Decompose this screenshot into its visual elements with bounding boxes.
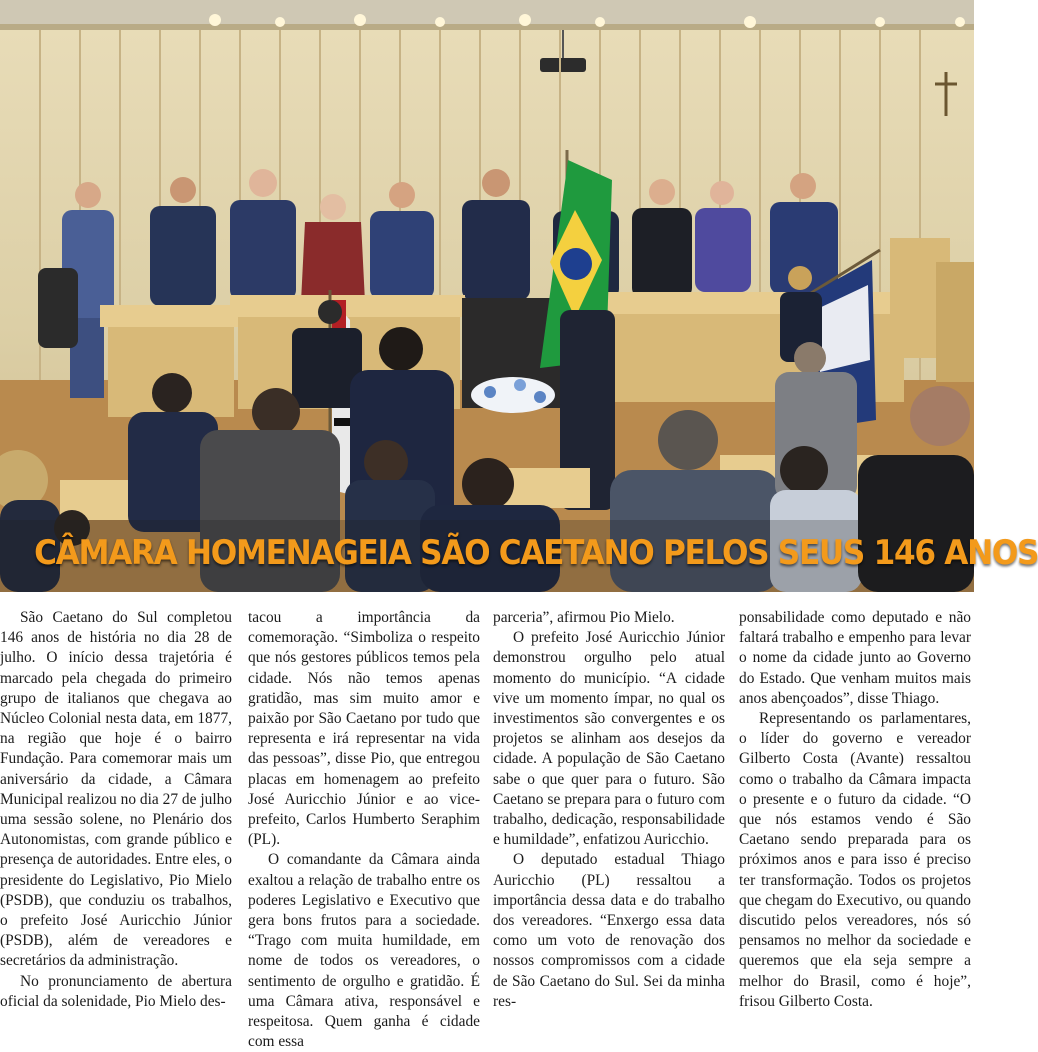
paragraph: O deputado estadual Thiago Auricchio (PL) ressaltou a importância dessa data e do trabalho dos vereadores. “Enxergo essa data como um voto de renovação dos nossos compromissos com a cidade de São Caetano do Sul. Sei da minha res- [493,851,725,1010]
article-column-1 [0,608,232,1012]
paragraph: tacou a importância da comemoração. “Simboliza o respeito que nós gestores públicos temos pela cidade. Nós não temos apenas gratidão, mas sim muito amor e paixão por São Caetano por tudo que representa e irá representar na vida das pessoas”, disse Pio, que entregou placas em homenagem ao prefeito José Auricchio Júnior e ao vice-prefeito, Carlos Humberto Seraphim (PL). [248,609,480,849]
headline: CÂMARA HOMENAGEIA SÃO CAETANO PELOS SEUS 146 ANOS [34,533,1038,572]
paragraph: ponsabilidade como deputado e não faltará trabalho e empenho para levar o nome da cidade junto ao Governo do Estado. Que venham muitos mais anos abençoados”, disse Thiago. [739,609,971,707]
paragraph: O comandante da Câmara ainda exaltou a relação de trabalho entre os poderes Legislativo e Executivo que gera bons frutos para a sociedade. “Trago com muita humildade, em nome de todos os vereadores, o sentimento de orgulho e gratidão. É uma Câmara ativa, responsável e respeitosa. Quem ganha é cidade com essa [248,851,480,1051]
paragraph: No pronunciamento de abertura oficial da solenidade, Pio Mielo des- [0,972,232,1010]
article-body [0,608,974,1051]
paragraph: parceria”, afirmou Pio Mielo. [493,609,675,626]
paragraph: O prefeito José Auricchio Júnior demonstrou orgulho pelo atual momento do município. “A cidade vive um momento ímpar, no qual os investimentos são convergentes e os projetos se alinham aos desejos da cidade. A população de São Caetano sabe o que quer para o futuro. São Caetano se prepara para o futuro com trabalho, dedicação, responsabilidade e humildade”, enfatizou Auricchio. [493,629,725,849]
paragraph: São Caetano do Sul completou 146 anos de história no dia 28 de julho. O início dessa trajetória é marcado pela chegada do primeiro grupo de italianos que chegava ao Núcleo Colonial nesta data, em 1877, na região que hoje é o bairro Fundação. Para comemorar mais um aniversário da cidade, a Câmara Municipal realizou no dia 27 de julho uma sessão solene, no Plenário dos Autonomistas, com grande público e presença de autoridades. Entre eles, o presidente do Legislativo, Pio Mielo (PSDB), que conduziu os trabalhos, o prefeito José Auricchio Júnior (PSDB), além de vereadores e secretários da administração. [0,609,232,970]
article-column-2 [248,608,480,1052]
article-column-4 [739,608,971,1012]
paragraph: Representando os parlamentares, o líder do governo e vereador Gilberto Costa (Avante) ressaltou como o trabalho da Câmara impacta o presente e o futuro da cidade. “O que nós estamos vendo é São Caetano sendo preparada para os próximos anos e para isso é preciso ter transformação. Todos os projetos que chegam do Executivo, ou quando discutido pelos vereadores, nós só pensamos no melhor da sociedade e queremos que ela seja sempre a melhor do Brasil, como é hoje”, frisou Gilberto Costa. [739,710,971,1010]
article-column-3 [493,608,725,1012]
